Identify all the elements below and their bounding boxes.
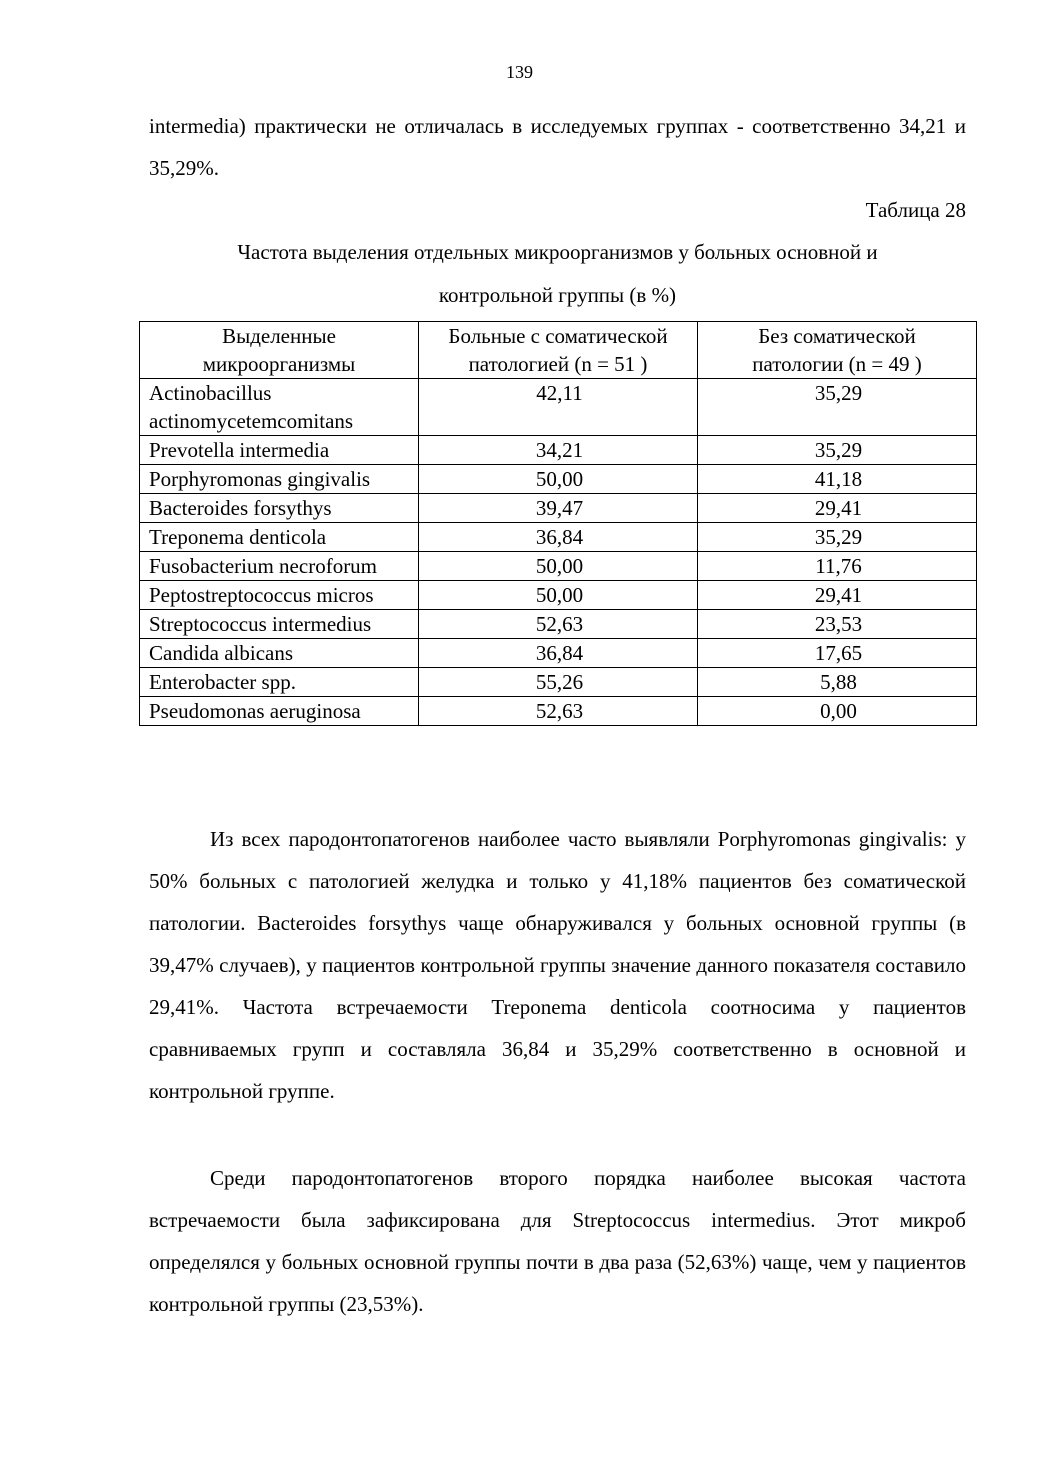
table-row — [140, 436, 977, 465]
table-header-row — [140, 322, 977, 379]
with-pathology-value-cell: 50,00 — [419, 552, 698, 581]
header-line: Выделенные — [222, 324, 336, 348]
table-body — [140, 379, 977, 726]
without-pathology-value-cell: 29,41 — [698, 494, 977, 523]
header-microorganisms — [140, 322, 419, 379]
header-without-pathology — [698, 322, 977, 379]
page-number: 139 — [506, 62, 533, 82]
without-pathology-value-cell: 29,41 — [698, 581, 977, 610]
table-row — [140, 697, 977, 726]
microorganism-name-cell: Peptostreptococcus micros — [140, 581, 419, 610]
microorganism-name-cell: Fusobacterium necroforum — [140, 552, 419, 581]
microorganism-name-cell: Bacteroides forsythys — [140, 494, 419, 523]
table-row — [140, 639, 977, 668]
with-pathology-value-cell: 42,11 — [419, 379, 698, 436]
table-row — [140, 494, 977, 523]
without-pathology-value-cell: 11,76 — [698, 552, 977, 581]
with-pathology-value-cell: 50,00 — [419, 465, 698, 494]
paragraph-3: Среди пародонтопатогенов второго порядка наиболее высокая частота встречаемости была зафиксирована для Streptococcus intermedius. Этот микроб определялся у больных основной группы почти в два раза (52,63%) чаще, чем у пациентов контрольной группы (23,53%). — [149, 1166, 966, 1316]
table-caption — [139, 231, 976, 317]
without-pathology-value-cell: 5,88 — [698, 668, 977, 697]
table-caption-line1: Частота выделения отдельных микроорганизмов у больных основной и — [237, 240, 878, 264]
without-pathology-value-cell: 35,29 — [698, 379, 977, 436]
microorganism-name-cell: Streptococcus intermedius — [140, 610, 419, 639]
header-line: патологией (n = 51 ) — [468, 352, 648, 376]
table-row — [140, 610, 977, 639]
with-pathology-value-cell: 55,26 — [419, 668, 698, 697]
table-row — [140, 379, 977, 436]
paragraph-2: Из всех пародонтопатогенов наиболее часто выявляли Porphyromonas gingivalis: у 50% больных с патологией желудка и только у 41,18% пациентов без соматической патологии. Bacteroides forsythys чаще обнаруживался у больных основной группы (в 39,47% случаев), у пациентов контрольной группы значение данного показателя составило 29,41%. Частота встречаемости Treponema denticola соотносима у пациентов сравниваемых групп и составляла 36,84 и 35,29% соответственно в основной и контрольной группе. — [149, 827, 966, 1103]
table-row — [140, 581, 977, 610]
without-pathology-value-cell: 41,18 — [698, 465, 977, 494]
with-pathology-value-cell: 50,00 — [419, 581, 698, 610]
table-row — [140, 465, 977, 494]
without-pathology-value-cell: 23,53 — [698, 610, 977, 639]
without-pathology-value-cell: 17,65 — [698, 639, 977, 668]
table-row — [140, 523, 977, 552]
table-label: Таблица 28 — [865, 198, 966, 222]
header-line: Без соматической — [758, 324, 916, 348]
microorganism-frequency-table — [139, 321, 977, 726]
table-caption-line2: контрольной группы (в %) — [438, 283, 677, 307]
with-pathology-value-cell: 34,21 — [419, 436, 698, 465]
without-pathology-value-cell: 0,00 — [698, 697, 977, 726]
header-line: Больные с соматической — [448, 324, 668, 348]
microorganism-name-cell: Enterobacter spp. — [140, 668, 419, 697]
microorganism-name-cell: Candida albicans — [140, 639, 419, 668]
with-pathology-value-cell: 39,47 — [419, 494, 698, 523]
microorganism-name-cell: Treponema denticola — [140, 523, 419, 552]
without-pathology-value-cell: 35,29 — [698, 436, 977, 465]
microorganism-name-cell: Porphyromonas gingivalis — [140, 465, 419, 494]
header-with-pathology — [419, 322, 698, 379]
microorganism-name-cell: Pseudomonas aeruginosa — [140, 697, 419, 726]
header-line: патологии (n = 49 ) — [752, 352, 922, 376]
with-pathology-value-cell: 36,84 — [419, 639, 698, 668]
with-pathology-value-cell: 52,63 — [419, 697, 698, 726]
table-row — [140, 552, 977, 581]
microorganism-name-cell: Actinobacillus actinomycetemcomitans — [140, 379, 419, 436]
without-pathology-value-cell: 35,29 — [698, 523, 977, 552]
intro-paragraph: intermedia) практически не отличалась в исследуемых группах - соответственно 34,21 и 35,29%. — [149, 114, 966, 180]
with-pathology-value-cell: 52,63 — [419, 610, 698, 639]
microorganism-name-cell: Prevotella intermedia — [140, 436, 419, 465]
header-line: микроорганизмы — [202, 352, 356, 376]
with-pathology-value-cell: 36,84 — [419, 523, 698, 552]
table-row — [140, 668, 977, 697]
